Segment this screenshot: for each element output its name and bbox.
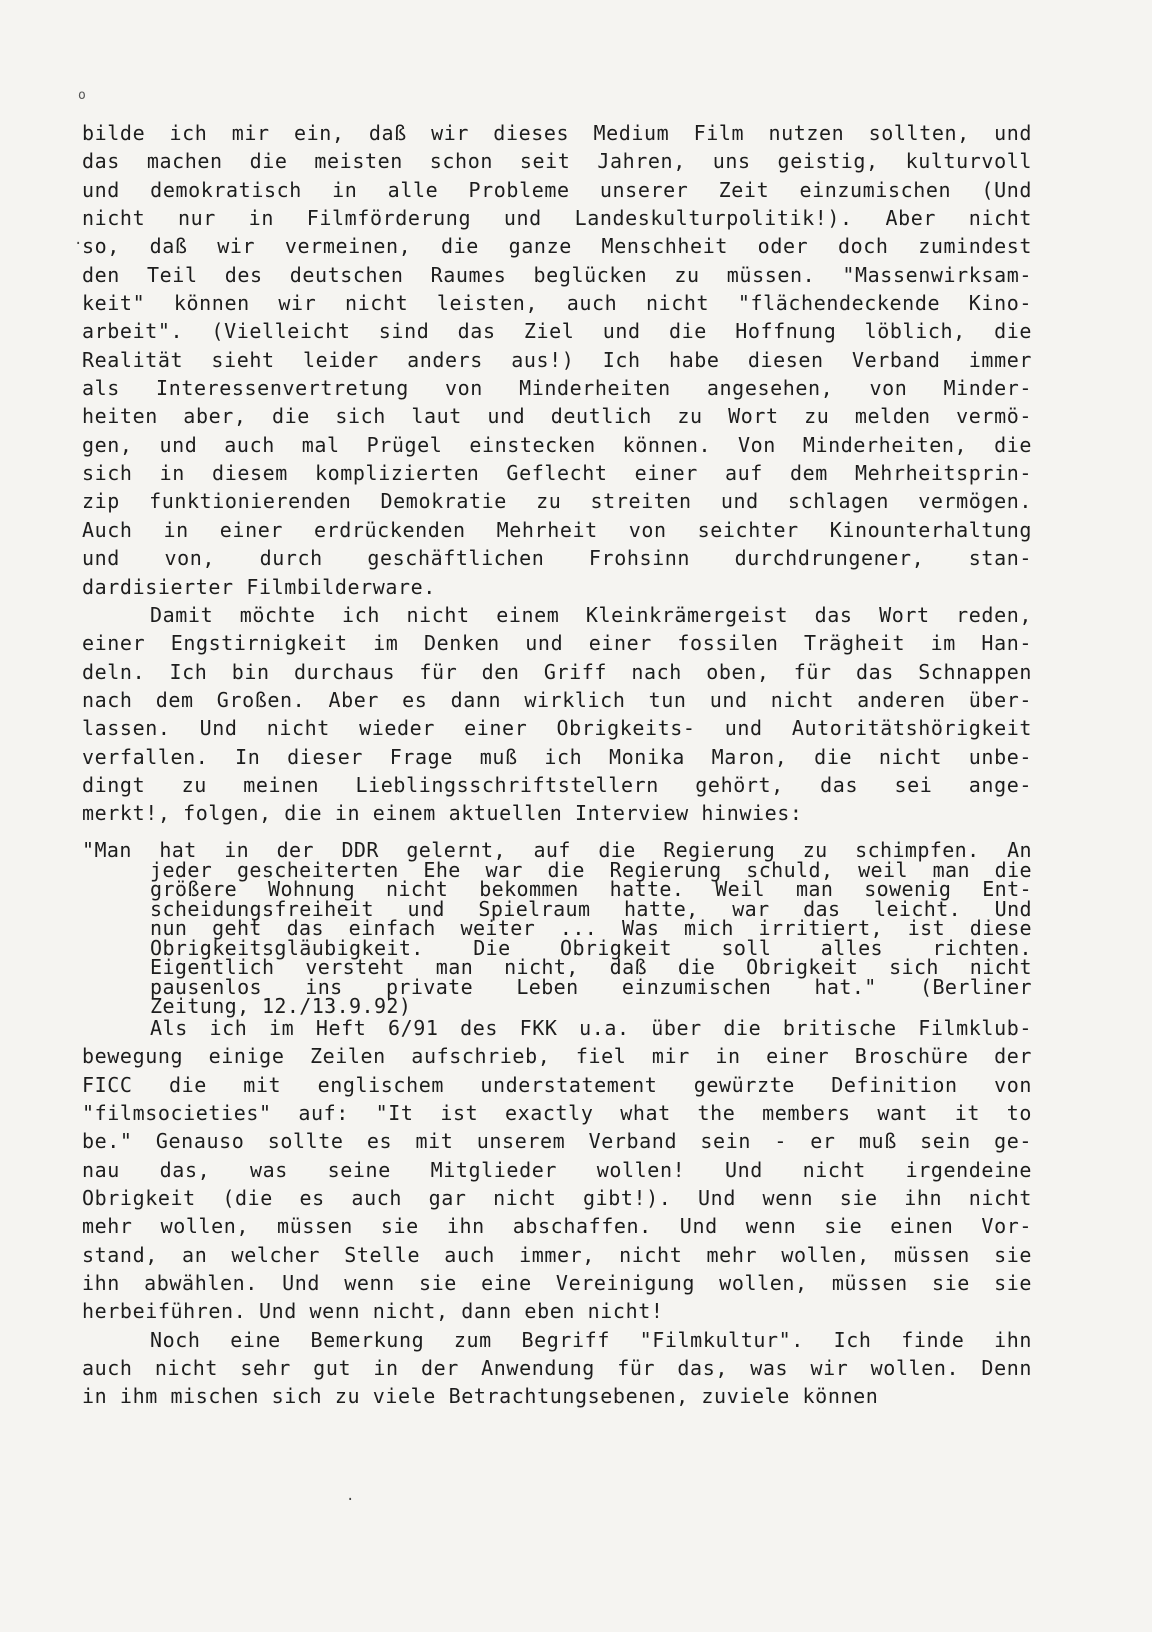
text-line: nau das, was seine Mitglieder wollen! Und nicht irgendeine [82, 1157, 1032, 1182]
text-line: heiten aber, die sich laut und deutlich zu Wort zu melden vermö- [82, 404, 1032, 429]
text-line: stand, an welcher Stelle auch immer, nicht mehr wollen, müssen sie [82, 1242, 1032, 1267]
text-line: arbeit". (Vielleicht sind das Ziel und die Hoffnung löblich, die [82, 319, 1032, 344]
text-line: Noch eine Bemerkung zum Begriff "Filmkultur". Ich finde ihn [150, 1327, 1032, 1352]
text-line: verfallen. In dieser Frage muß ich Monika Maron, die nicht unbe- [82, 744, 1032, 769]
margin-dot: · [346, 1492, 355, 1508]
text-line: Auch in einer erdrückenden Mehrheit von seichter Kinounterhaltung [82, 517, 1032, 542]
text-line: gen, und auch mal Prügel einstecken können. Von Minderheiten, die [82, 432, 1032, 457]
text-line: Damit möchte ich nicht einem Kleinkrämergeist das Wort reden, [150, 602, 1032, 627]
text-line: be." Genauso sollte es mit unserem Verband sein - er muß sein ge- [82, 1129, 1032, 1154]
text-line: sich in diesem komplizierten Geflecht einer auf dem Mehrheitsprin- [82, 461, 1032, 486]
corner-mark: o [78, 88, 86, 103]
text-line: auch nicht sehr gut in der Anwendung für das, was wir wollen. Denn [82, 1356, 1032, 1381]
quote-line: Zeitung, 12./13.9.92) [150, 994, 412, 1018]
quote-line: größere Wohnung nicht bekommen hatte. Weil man sowenig Ent- [150, 877, 1032, 901]
quote-line: Obrigkeitsgläubigkeit. Die Obrigkeit soll alles richten. [150, 935, 1032, 960]
text-line: nach dem Großen. Aber es dann wirklich tun und nicht anderen über- [82, 687, 1032, 712]
text-line: nicht nur in Filmförderung und Landeskulturpolitik!). Aber nicht [82, 206, 1032, 231]
text-line: so, daß wir vermeinen, die ganze Menschheit oder doch zumindest [82, 234, 1032, 259]
text-line: den Teil des deutschen Raumes beglücken zu müssen. "Massenwirksam- [82, 262, 1032, 287]
text-line: keit" können wir nicht leisten, auch nicht "flächendeckende Kino- [82, 291, 1032, 316]
text-line: dingt zu meinen Lieblingsschriftstellern gehört, das sei ange- [82, 772, 1032, 797]
margin-dot: · [74, 236, 83, 252]
body-text-bottom [82, 1014, 1032, 1411]
text-line: merkt!, folgen, die in einem aktuellen Interview hinwies: [82, 801, 803, 826]
text-line: dardisierter Filmbilderware. [82, 574, 436, 599]
text-line: Obrigkeit (die es auch gar nicht gibt!). Und wenn sie ihn nicht [82, 1186, 1032, 1211]
quote-line: jeder gescheiterten Ehe war die Regierung schuld, weil man die [150, 857, 1032, 882]
quote-line: "Man hat in der DDR gelernt, auf die Regierung zu schimpfen. An [82, 838, 1032, 862]
text-line: herbeiführen. Und wenn nicht, dann eben nicht! [82, 1299, 664, 1324]
quote-line: nun geht das einfach weiter ... Was mich irritiert, ist diese [150, 916, 1032, 940]
text-line: das machen die meisten schon seit Jahren, uns geistig, kulturvoll [82, 149, 1032, 174]
text-line: deln. Ich bin durchaus für den Griff nach oben, für das Schnappen [82, 659, 1032, 684]
quote-line: scheidungsfreiheit und Spielraum hatte, war das leicht. Und [150, 896, 1032, 921]
text-line: "filmsocieties" auf: "It ist exactly what the members want it to [82, 1101, 1032, 1126]
text-line: FICC die mit englischem understatement gewürzte Definition von [82, 1072, 1032, 1097]
quote-line: pausenlos ins private Leben einzumischen hat." (Berliner [150, 974, 1032, 999]
text-line: als Interessenvertretung von Minderheiten angesehen, von Minder- [82, 376, 1032, 401]
quote-line: Eigentlich versteht man nicht, daß die Obrigkeit sich nicht [150, 955, 1032, 979]
text-line: mehr wollen, müssen sie ihn abschaffen. Und wenn sie einen Vor- [82, 1214, 1032, 1239]
text-line: Als ich im Heft 6/91 des FKK u.a. über die britische Filmklub- [150, 1016, 1032, 1040]
text-line: ihn abwählen. Und wenn sie eine Vereinigung wollen, müssen sie sie [82, 1271, 1032, 1296]
text-line: einer Engstirnigkeit im Denken und einer fossilen Trägheit im Han- [82, 631, 1032, 656]
text-line: bewegung einige Zeilen aufschrieb, fiel mir in einer Broschüre der [82, 1044, 1032, 1069]
text-line: lassen. Und nicht wieder einer Obrigkeits- und Autoritätshörigkeit [82, 716, 1032, 741]
quotation [82, 838, 1032, 1018]
text-line: bilde ich mir ein, daß wir dieses Medium Film nutzen sollten, und [82, 121, 1032, 145]
text-line: und von, durch geschäftlichen Frohsinn durchdrungener, stan- [82, 546, 1032, 571]
text-line: Realität sieht leider anders aus!) Ich habe diesen Verband immer [82, 347, 1032, 372]
text-line: zip funktionierenden Demokratie zu streiten und schlagen vermögen. [82, 489, 1032, 514]
text-line: und demokratisch in alle Probleme unserer Zeit einzumischen (Und [82, 177, 1032, 202]
body-text-top [82, 119, 1032, 828]
text-line: in ihm mischen sich zu viele Betrachtungsebenen, zuviele können [82, 1384, 879, 1409]
